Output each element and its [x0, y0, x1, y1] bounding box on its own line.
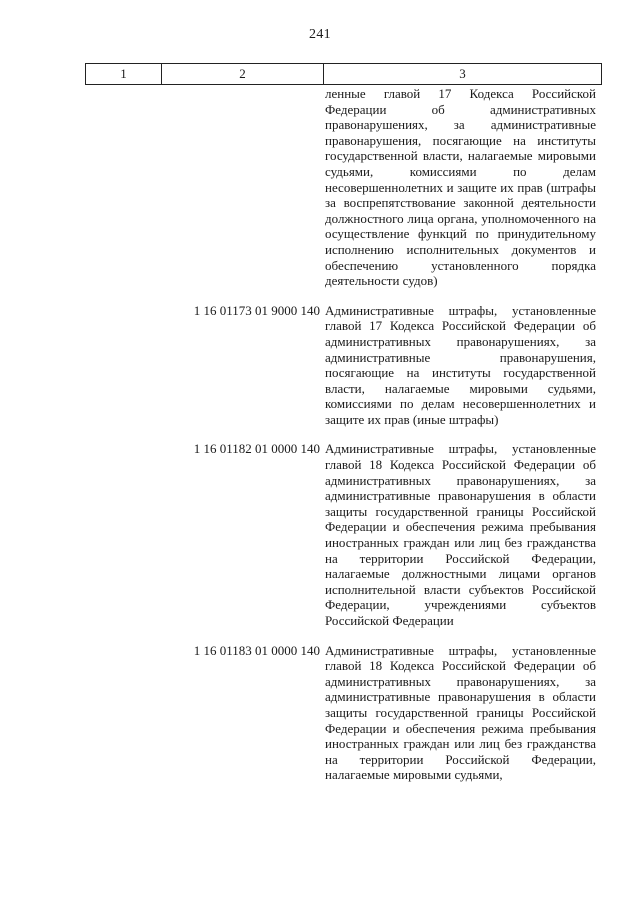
row-description: Административные штрафы, установленные главой 17 Кодекса Российской Федерации об административных правонарушениях, за административные правонарушения, посягающие на институты государственной власти, налагаемые мировыми судьями, комиссиями по делам несовершеннолетних и защите их прав (иные штрафы) [325, 302, 596, 427]
budget-code: 1 16 01183 01 0000 140 [193, 642, 320, 658]
table-row [0, 643, 640, 783]
row-description: ленные главой 17 Кодекса Российской Федерации об административных правонарушениях, за административные правонарушения, посягающие на институты государственной власти, налагаемые мировыми судьями, комиссиями по делам несовершеннолетних и защите их прав (штрафы за воспрепятствование законной деятельности должностного лица органа, уполномоченного на осуществление функций по принудительному исполнению исполнительных документов и обеспечению установленного порядка деятельности судов) [325, 86, 596, 289]
budget-code: 1 16 01173 01 9000 140 [193, 302, 320, 318]
row-description: Административные штрафы, установленные главой 18 Кодекса Российской Федерации об административных правонарушениях, за административные правонарушения в области защиты государственной границы Российской Федерации и обеспечения режима пребывания иностранных граждан или лиц без гражданства на территории Российской Федерации, налагаемые должностными лицами органов исполнительной власти субъектов Российской Федерации, учреждениями субъектов Российской Федерации [325, 441, 596, 628]
budget-code: 1 16 01182 01 0000 140 [193, 441, 320, 457]
table-row [0, 441, 640, 628]
row-description: Административные штрафы, установленные главой 18 Кодекса Российской Федерации об административных правонарушениях, за административные правонарушения в области защиты государственной границы Российской Федерации и обеспечения режима пребывания иностранных граждан или лиц без гражданства на территории Российской Федерации, налагаемые мировыми судьями, [325, 642, 596, 783]
table-body [0, 86, 640, 783]
column-header-1: 1 [120, 66, 127, 81]
table-row [0, 303, 640, 428]
column-header-3: 3 [323, 64, 601, 84]
page-number: 241 [309, 27, 331, 42]
column-header-2: 2 [161, 64, 323, 84]
table-header-row [85, 63, 602, 85]
table-row [0, 86, 640, 289]
